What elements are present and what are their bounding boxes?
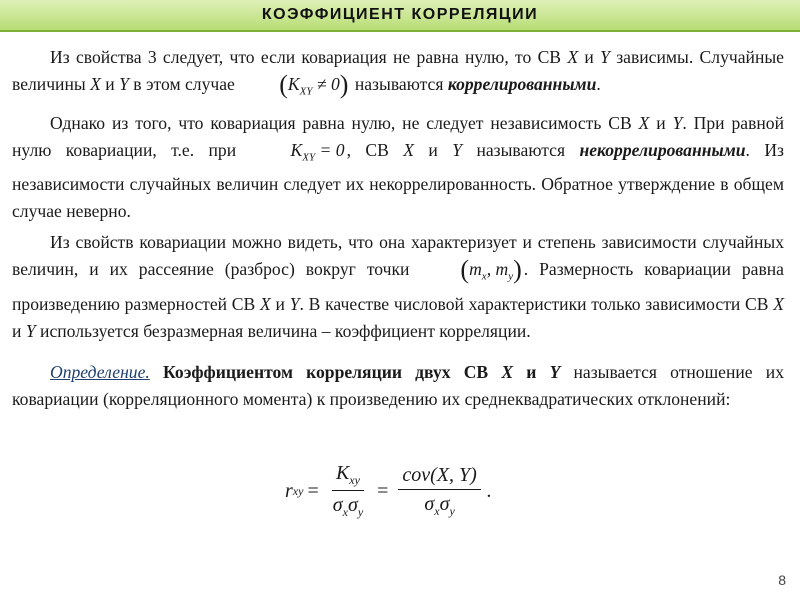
- text-span: Из свойства 3 следует, что если ковариация не равна нулю, то СВ: [50, 47, 568, 67]
- paragraph-uncorrelated: [12, 110, 784, 226]
- math-sub: y: [508, 270, 514, 283]
- formula-equals: =: [307, 479, 319, 502]
- math-rest: ≠ 0: [312, 74, 340, 94]
- math-sub: XY: [299, 85, 313, 98]
- fraction-numerator: [332, 462, 364, 491]
- math-k: K: [335, 462, 350, 484]
- var-x: X: [90, 74, 101, 94]
- fraction-denominator: [420, 490, 458, 519]
- math-sub: y: [449, 503, 455, 518]
- var-x: X: [638, 112, 650, 133]
- text-span: .: [596, 74, 601, 94]
- definition-bold-text: Коэффициентом корреляции двух СВ: [149, 361, 502, 382]
- var-y: Y: [600, 47, 610, 67]
- page-number: 8: [778, 572, 786, 588]
- var-y: Y: [672, 112, 683, 133]
- formula-lhs: r: [285, 479, 293, 502]
- math-sub: XY: [302, 151, 316, 164]
- text-span: . В качестве числовой характеристики только зависимости СВ: [299, 293, 774, 314]
- inline-formula-kxy-neq-0: $(K_{XY} \ne 0)$: [279, 70, 349, 99]
- math-m: m: [495, 259, 509, 280]
- var-x: X: [567, 47, 579, 67]
- formula-equals: =: [377, 479, 389, 502]
- text-span: называются: [462, 139, 580, 160]
- var-x: X: [501, 361, 514, 382]
- text-span: зависимы. Случайные величины: [12, 47, 784, 94]
- text-span: Однако из того, что ковариация равна нулю, не следует независимость СВ: [50, 112, 639, 133]
- formula-lhs-sub: xy: [292, 483, 304, 498]
- paragraph-covariance-nonzero: [12, 44, 784, 106]
- math-rest: = 0: [315, 139, 345, 160]
- math-m: m: [469, 259, 482, 280]
- math-sigma: σ: [332, 494, 343, 516]
- definition-and: и: [513, 361, 550, 382]
- fraction-cov-over-sigmas: [398, 464, 480, 519]
- term-correlated: коррелированными: [447, 74, 597, 94]
- definition-rest: называется отношение их ковариации (корреляционного момента) к произведению их среднеквадратических отклонений:: [12, 361, 784, 409]
- math-k: K: [287, 74, 300, 94]
- definition-label: Определение.: [50, 361, 150, 382]
- text-span: . Размерность ковариации равна произведению размерностей СВ: [12, 259, 784, 314]
- var-y: Y: [289, 293, 300, 314]
- math-sub: x: [481, 270, 487, 283]
- var-y: Y: [119, 74, 129, 94]
- text-span: используется безразмерная величина – коэффициент корреляции.: [35, 320, 531, 341]
- math-sub: x: [434, 503, 440, 518]
- text-span: и: [12, 320, 26, 341]
- text-span: . Из независимости случайных величин следует их некоррелированность. Обратное утверждение в общем случае неверно.: [12, 139, 784, 222]
- math-sigma: σ: [439, 492, 450, 515]
- text-span: , СВ: [346, 139, 404, 160]
- math-k: K: [290, 139, 303, 160]
- slide-content: [12, 44, 784, 417]
- math-sub: y: [357, 505, 364, 519]
- paragraph-covariance-properties: [12, 229, 784, 345]
- math-sigma: σ: [347, 494, 358, 516]
- math-sigma: σ: [424, 492, 435, 515]
- text-span: в этом случае: [128, 74, 240, 94]
- term-uncorrelated: некоррелированными: [579, 139, 746, 160]
- fraction-denominator: [329, 491, 367, 520]
- text-span: и: [414, 139, 453, 160]
- formula-period: .: [486, 479, 492, 502]
- fraction-kxy-over-sigmas: [329, 462, 367, 520]
- math-sep: ,: [486, 259, 496, 280]
- text-span: и: [649, 112, 673, 133]
- var-x: X: [403, 139, 415, 160]
- text-span: и: [578, 47, 601, 67]
- text-span: и: [270, 293, 290, 314]
- correlation-coefficient-formula: [285, 454, 492, 528]
- slide-title: КОЭФФИЦИЕНТ КОРРЕЛЯЦИИ: [261, 6, 539, 23]
- text-span: . При равной нулю ковариации, т.е. при: [12, 112, 785, 160]
- var-y: Y: [25, 320, 36, 341]
- text-span: Из свойств ковариации можно видеть, что она характеризует и степень зависимости случайных величин, и их рассеяние (разброс) вокруг точки: [12, 232, 784, 280]
- math-sub: xy: [349, 473, 360, 487]
- math-sub: x: [342, 505, 348, 519]
- var-x: X: [773, 293, 785, 314]
- paragraph-definition: [12, 359, 784, 413]
- var-x: X: [260, 293, 271, 314]
- inline-formula-mx-my: ($m_x$, $m_y$): [460, 255, 522, 285]
- var-y: Y: [452, 139, 463, 160]
- text-span: и: [100, 74, 120, 94]
- var-y: Y: [549, 361, 561, 382]
- fraction-numerator: cov(X, Y): [398, 464, 480, 490]
- inline-formula-kxy-eq-0: [251, 137, 347, 172]
- text-span: называются: [350, 74, 448, 94]
- slide-title-bar: [0, 0, 800, 32]
